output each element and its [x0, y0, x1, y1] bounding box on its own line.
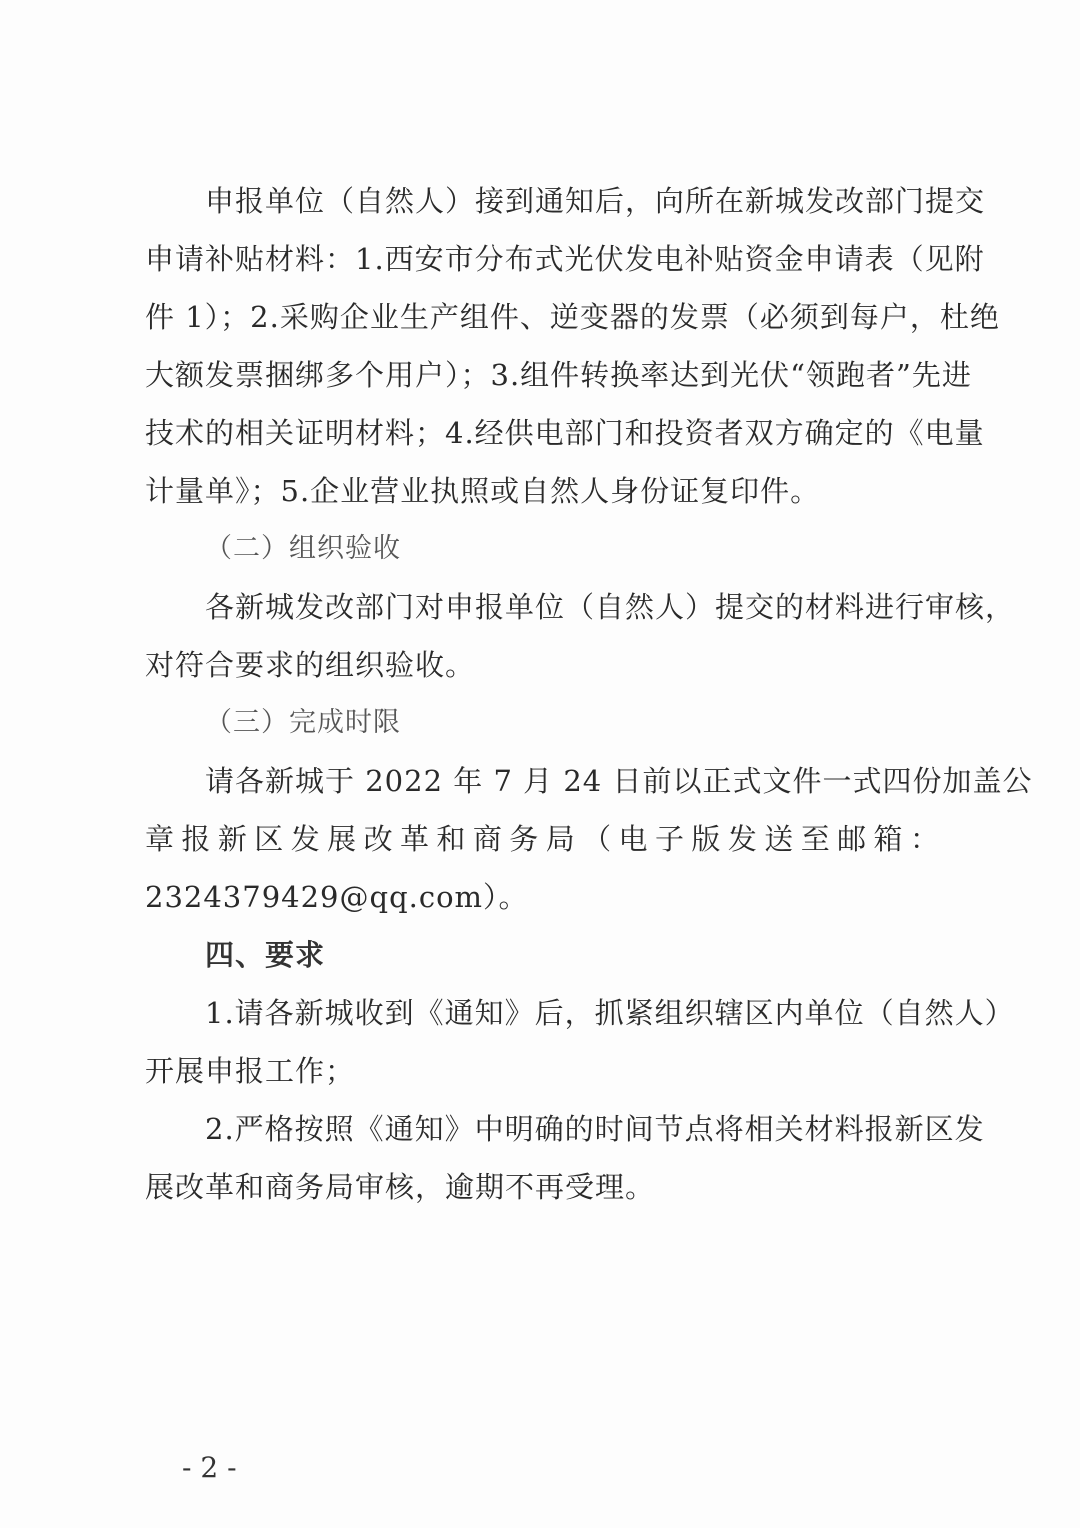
paragraph-line: 大额发票捆绑多个用户）；3.组件转换率达到光伏“领跑者”先进: [145, 358, 972, 392]
section-heading: 四、要求: [205, 938, 326, 972]
paragraph-line: 各新城发改部门对申报单位（自然人）提交的材料进行审核，: [205, 590, 1016, 624]
email-line: 2324379429@qq.com）。: [145, 880, 529, 914]
section-subheading: （三）完成时限: [205, 707, 401, 738]
paragraph-line: 开展申报工作；: [145, 1054, 356, 1088]
paragraph-line: 2.严格按照《通知》中明确的时间节点将相关材料报新区发: [205, 1112, 985, 1146]
paragraph-line: 章报新区发展改革和商务局（电子版发送至邮箱：: [145, 822, 940, 856]
paragraph-line: 请各新城于 2022 年 7 月 24 日前以正式文件一式四份加盖公: [205, 764, 1033, 798]
paragraph-line: 申请补贴材料：1.西安市分布式光伏发电补贴资金申请表（见附: [145, 242, 985, 276]
section-subheading: （二）组织验收: [205, 533, 401, 564]
paragraph-line: 技术的相关证明材料；4.经供电部门和投资者双方确定的《电量: [145, 416, 985, 450]
paragraph-line: 申报单位（自然人）接到通知后，向所在新城发改部门提交: [205, 184, 986, 218]
page-number: - 2 -: [182, 1451, 237, 1484]
paragraph-line: 件 1）；2.采购企业生产组件、逆变器的发票（必须到每户，杜绝: [145, 300, 1000, 334]
paragraph-line: 1.请各新城收到《通知》后，抓紧组织辖区内单位（自然人）: [205, 996, 1015, 1030]
paragraph-line: 对符合要求的组织验收。: [145, 648, 476, 682]
paragraph-line: 展改革和商务局审核，逾期不再受理。: [145, 1170, 656, 1204]
paragraph-line: 计量单》；5.企业营业执照或自然人身份证复印件。: [145, 474, 821, 508]
